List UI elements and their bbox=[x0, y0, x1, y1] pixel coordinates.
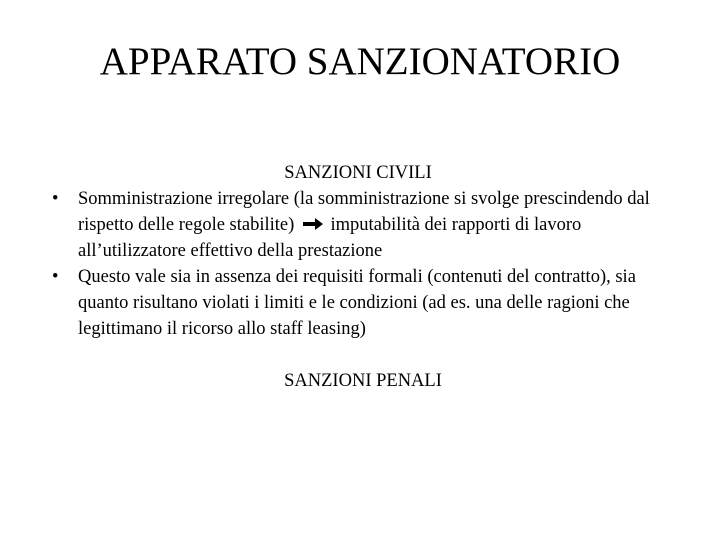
bullet-item-2 bbox=[48, 264, 688, 342]
heading-sanzioni-civili: SANZIONI CIVILI bbox=[284, 163, 432, 183]
bullet-item-1 bbox=[48, 186, 688, 264]
bullet-2-text: Questo vale sia in assenza dei requisiti formali (contenuti del contratto), sia quanto risultano violati i limiti e le condizioni (ad es. una delle ragioni che legittimano il ricorso allo staff leasing) bbox=[78, 267, 636, 339]
heading-sanzioni-penali: SANZIONI PENALI bbox=[284, 371, 442, 391]
bullet-marker: • bbox=[52, 189, 59, 209]
bullet-1-text-start: Somministrazione irregolare (la somministrazione si svolge prescindendo dal rispetto delle regole stabilite) bbox=[78, 189, 650, 235]
slide-body bbox=[48, 160, 688, 394]
right-arrow-icon bbox=[302, 217, 324, 231]
bullet-list bbox=[48, 186, 688, 342]
slide-title: APPARATO SANZIONATORIO bbox=[99, 40, 621, 83]
bullet-marker: • bbox=[52, 267, 59, 287]
bullet-1-text-end: imputabilità dei rapporti di lavoro all’utilizzatore effettivo della prestazione bbox=[78, 215, 582, 261]
